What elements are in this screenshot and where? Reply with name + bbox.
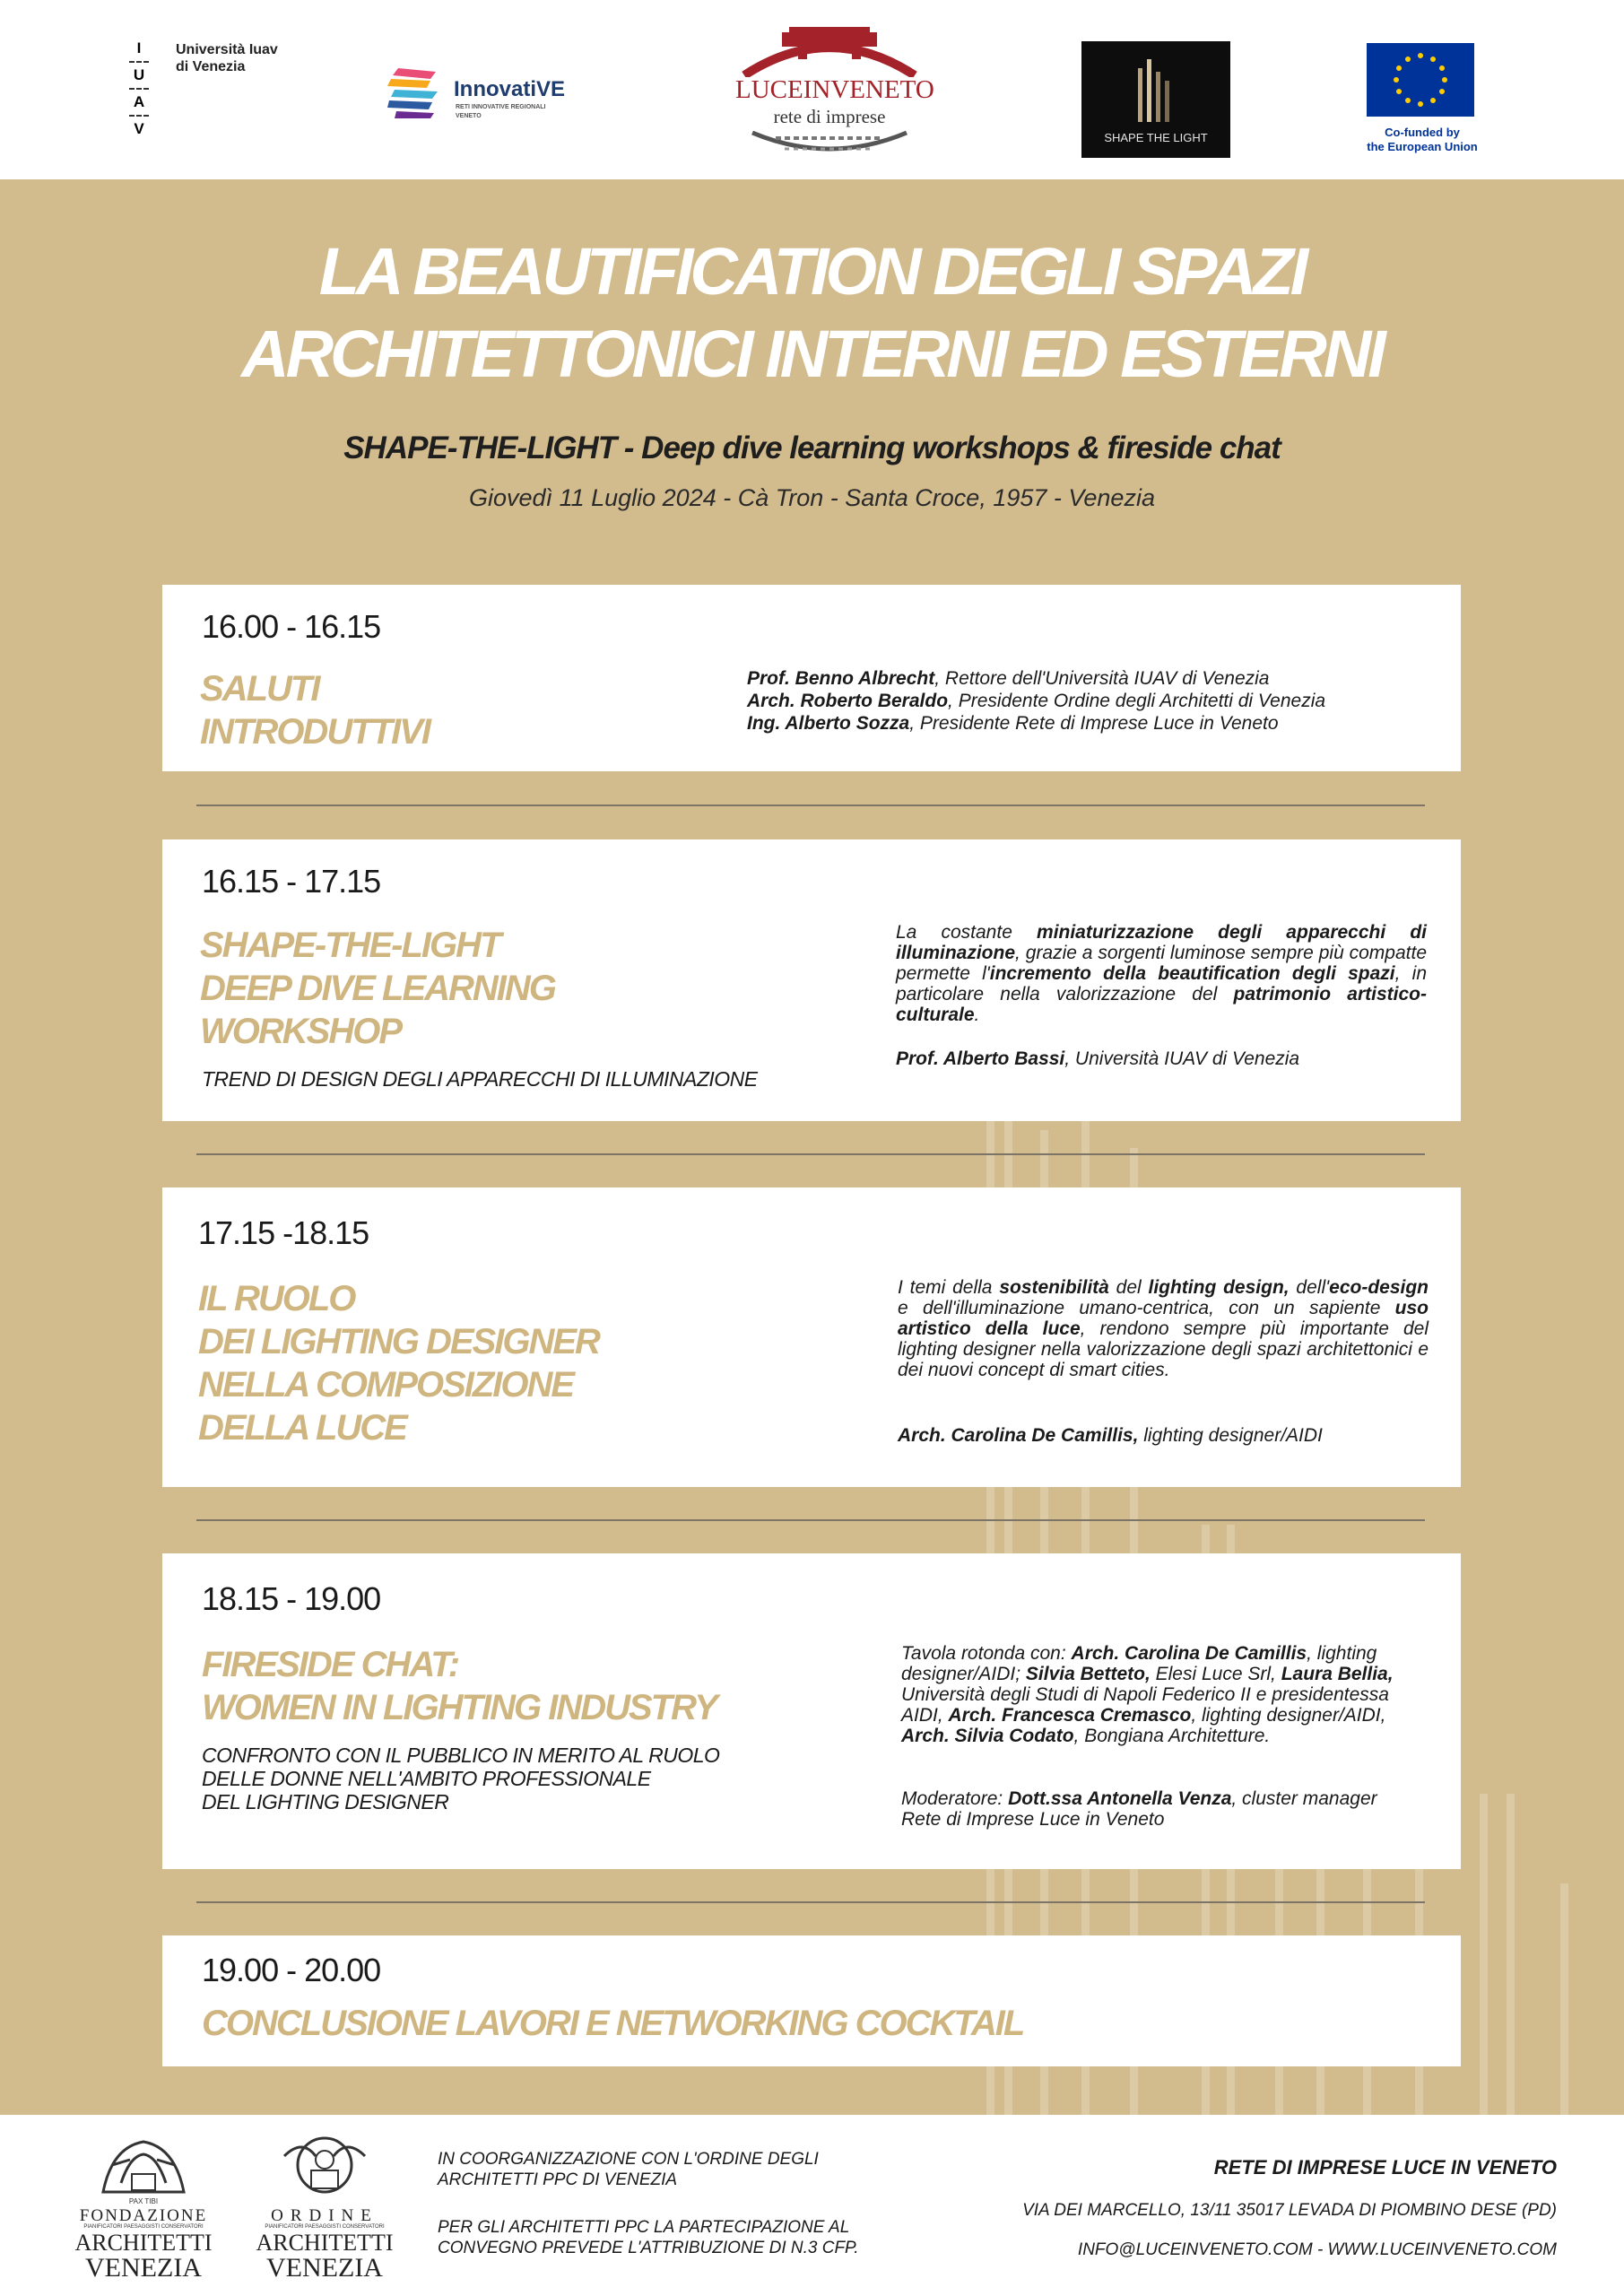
session-card-3: [162, 1187, 1461, 1487]
session-card-2: [162, 839, 1461, 1121]
event-dateline: Giovedì 11 Luglio 2024 - Cà Tron - Santa Croce, 1957 - Venezia: [469, 484, 1155, 511]
shape-the-light-logo: SHAPE THE LIGHT: [1081, 41, 1230, 158]
event-subtitle: SHAPE-THE-LIGHT - Deep dive learning workshops & fireside chat: [343, 430, 1281, 465]
session-title: IL RUOLO DEI LIGHTING DESIGNER NELLA COMPOSIZIONE DELLA LUCE: [198, 1279, 599, 1448]
session-subtitle: TREND DI DESIGN DEGLI APPARECCHI DI ILLUMINAZIONE: [202, 1067, 758, 1091]
speaker: Prof. Alberto Bassi, Università IUAV di Venezia: [896, 1048, 1300, 1069]
eu-cofunded-logo: Co-funded by the European Union: [1352, 43, 1492, 160]
speaker: Ing. Alberto Sozza, Presidente Rete di Imprese Luce in Veneto: [747, 713, 1279, 734]
speaker: Arch. Carolina De Camillis, lighting designer/AIDI: [898, 1425, 1323, 1446]
session-description: Tavola rotonda con: Arch. Carolina De Camillis, lighting designer/AIDI; Silvia Betteto, Elesi Luce Srl, Laura Bellia, Università degli Studi di Napoli Federico II e presidentessa AIDI, Arch. Francesca Cremasco, lighting designer/AIDI, Arch. Silvia Codato, Bongiana Architetture.: [901, 1643, 1394, 1746]
session-time: 16.15 - 17.15: [202, 863, 381, 900]
organizer-name: RETE DI IMPRESE LUCE IN VENETO: [1213, 2156, 1557, 2179]
session-title: CONCLUSIONE LAVORI E NETWORKING COCKTAIL: [202, 2004, 1024, 2043]
event-title-line2: ARCHITETTONICI INTERNI ED ESTERNI: [241, 317, 1383, 391]
lion-emblem-icon: [94, 2129, 193, 2201]
cfp-note: PER GLI ARCHITETTI PPC LA PARTECIPAZIONE AL CONVEGNO PREVEDE L'ATTRIBUZIONE DI N.3 CFP.: [438, 2218, 859, 2257]
iuav-name: Università Iuav di Venezia: [176, 42, 278, 74]
fondazione-architetti-logo: PAX TIBI FONDAZIONE PIANIFICATORI PAESAGGISTI CONSERVATORI ARCHITETTI VENEZIA: [63, 2129, 224, 2287]
ordine-architetti-logo: ORDINE PIANIFICATORI PAESAGGISTI CONSERVATORI ARCHITETTI VENEZIA: [244, 2129, 405, 2287]
speaker: Prof. Benno Albrecht, Rettore dell'Università IUAV di Venezia: [747, 668, 1270, 689]
session-card-5: [162, 1935, 1461, 2066]
rialto-bridge-icon: [735, 23, 924, 77]
divider: [196, 804, 1425, 806]
session-time: 18.15 - 19.00: [202, 1580, 381, 1617]
event-title-line1: LA BEAUTIFICATION DEGLI SPAZI: [318, 234, 1306, 309]
innovative-stripes-icon: [386, 65, 441, 120]
coorganization-note: IN COORGANIZZAZIONE CON L'ORDINE DEGLI ARCHITETTI PPC DI VENEZIA: [438, 2150, 819, 2189]
session-time: 16.00 - 16.15: [202, 608, 381, 645]
session-card-1: [162, 585, 1461, 771]
logo-header: [0, 0, 1624, 179]
session-description: I temi della sostenibilità del lighting design, dell'eco-design e dell'illuminazione umano-centrica, con un sapiente uso artistico della luce, rendono sempre più importante del lighting designer nella valorizzazione degli spazi architettonici e dei nuovi concept di smart cities.: [898, 1277, 1429, 1380]
session-card-4: [162, 1553, 1461, 1869]
session-title: SALUTI INTRODUTTIVI: [200, 669, 430, 752]
moderator: Moderatore: Dott.ssa Antonella Venza, cluster manager Rete di Imprese Luce in Veneto: [901, 1788, 1377, 1830]
session-time: 19.00 - 20.00: [202, 1952, 381, 1988]
rialto-reflection-icon: [749, 129, 910, 163]
luceinveneto-logo: LUCEINVENETO rete di imprese: [735, 23, 924, 163]
organizer-address: VIA DEI MARCELLO, 13/11 35017 LEVADA DI PIOMBINO DESE (PD): [1022, 2201, 1557, 2220]
footer: [0, 2115, 1624, 2296]
speaker: Arch. Roberto Beraldo, Presidente Ordine degli Architetti di Venezia: [747, 691, 1326, 711]
innovative-logo: InnovatiVE RETI INNOVATIVE REGIONALI VENETO: [386, 65, 592, 127]
session-title: SHAPE-THE-LIGHT DEEP DIVE LEARNING WORKSHOP: [200, 926, 555, 1051]
organizer-contacts: INFO@LUCEINVENETO.COM - WWW.LUCEINVENETO.COM: [1077, 2240, 1557, 2259]
session-title: FIRESIDE CHAT: WOMEN IN LIGHTING INDUSTRY: [202, 1645, 716, 1727]
speakers-list: [747, 667, 1325, 735]
iuav-logo: I U A V Università Iuav di Venezia: [126, 39, 305, 165]
session-time: 17.15 -18.15: [198, 1214, 369, 1251]
divider: [196, 1901, 1425, 1903]
city-skyline-icon: [1120, 59, 1192, 122]
eu-stars-icon: [1367, 43, 1474, 117]
divider: [196, 1519, 1425, 1521]
session-subtitle: CONFRONTO CON IL PUBBLICO IN MERITO AL RUOLO DELLE DONNE NELL'AMBITO PROFESSIONALE DEL LIGHTING DESIGNER: [202, 1744, 720, 1813]
divider: [196, 1153, 1425, 1155]
winged-lion-icon: [275, 2129, 374, 2201]
eu-flag: [1367, 43, 1474, 117]
session-description: La costante miniaturizzazione degli apparecchi di illuminazione, grazie a sorgenti luminose sempre più compatte permette l'incremento della beautification degli spazi, in particolare nella valorizzazione del patrimonio artistico-culturale.: [896, 922, 1428, 1025]
